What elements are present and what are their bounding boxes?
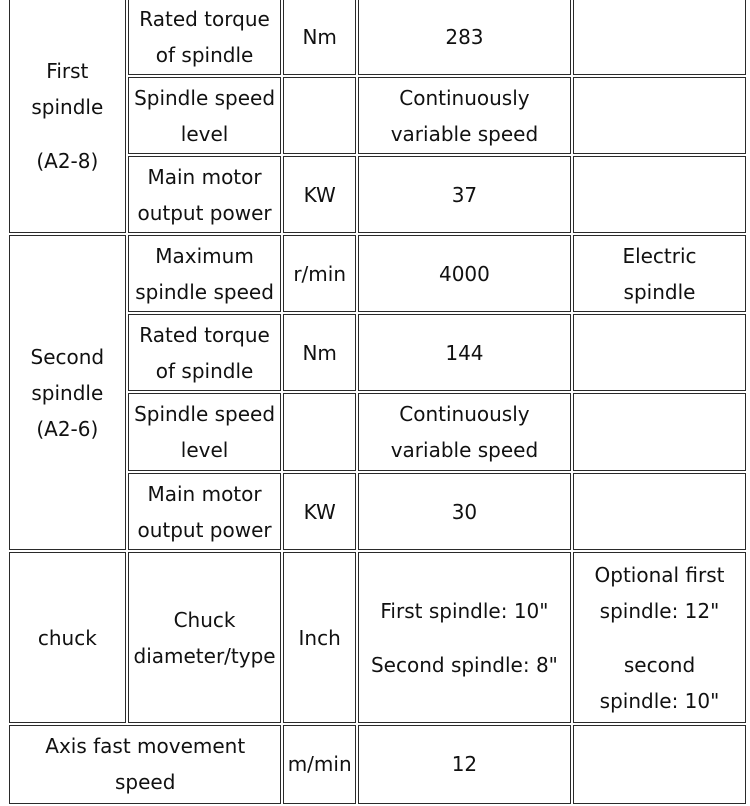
- remark-cell: [573, 0, 746, 75]
- chuck-label: chuck: [9, 552, 126, 723]
- unit-cell: m/min: [283, 725, 355, 804]
- table-row: [9, 725, 746, 804]
- value-cell: 12: [358, 725, 571, 804]
- unit-cell: KW: [283, 473, 355, 550]
- table-row: [9, 552, 746, 723]
- remark-cell: [573, 725, 746, 804]
- parameter-cell: Main motor output power: [128, 473, 282, 550]
- unit-cell: r/min: [283, 235, 355, 312]
- first-spindle-label: First spindle (A2-8): [9, 0, 126, 233]
- unit-cell: KW: [283, 156, 355, 233]
- parameter-cell: Rated torque of spindle: [128, 314, 282, 391]
- remark-cell: [573, 473, 746, 550]
- parameter-cell: Spindle speed level: [128, 393, 282, 471]
- parameter-cell: Rated torque of spindle: [128, 0, 282, 75]
- parameter-cell: Main motor output power: [128, 156, 282, 233]
- value-cell: 4000: [358, 235, 571, 312]
- remark-cell: [573, 156, 746, 233]
- remark-cell: [573, 393, 746, 471]
- unit-cell: [283, 393, 355, 471]
- remark-cell: Electric spindle: [573, 235, 746, 312]
- value-cell: 144: [358, 314, 571, 391]
- value-cell: First spindle: 10" Second spindle: 8": [358, 552, 571, 723]
- second-spindle-label: Second spindle (A2-6): [9, 235, 126, 550]
- axis-fast-movement-label: Axis fast movement speed: [9, 725, 281, 804]
- value-cell: 37: [358, 156, 571, 233]
- spec-table: [7, 0, 748, 806]
- remark-cell: Optional first spindle: 12" second spindle: 10": [573, 552, 746, 723]
- table-row: [9, 235, 746, 312]
- unit-cell: Inch: [283, 552, 355, 723]
- parameter-cell: Spindle speed level: [128, 77, 282, 154]
- unit-cell: Nm: [283, 0, 355, 75]
- unit-cell: Nm: [283, 314, 355, 391]
- value-cell: 283: [358, 0, 571, 75]
- parameter-cell: Chuck diameter/type: [128, 552, 282, 723]
- remark-cell: [573, 77, 746, 154]
- unit-cell: [283, 77, 355, 154]
- value-cell: 30: [358, 473, 571, 550]
- value-cell: Continuously variable speed: [358, 77, 571, 154]
- value-cell: Continuously variable speed: [358, 393, 571, 471]
- remark-cell: [573, 314, 746, 391]
- table-row: [9, 0, 746, 75]
- parameter-cell: Maximum spindle speed: [128, 235, 282, 312]
